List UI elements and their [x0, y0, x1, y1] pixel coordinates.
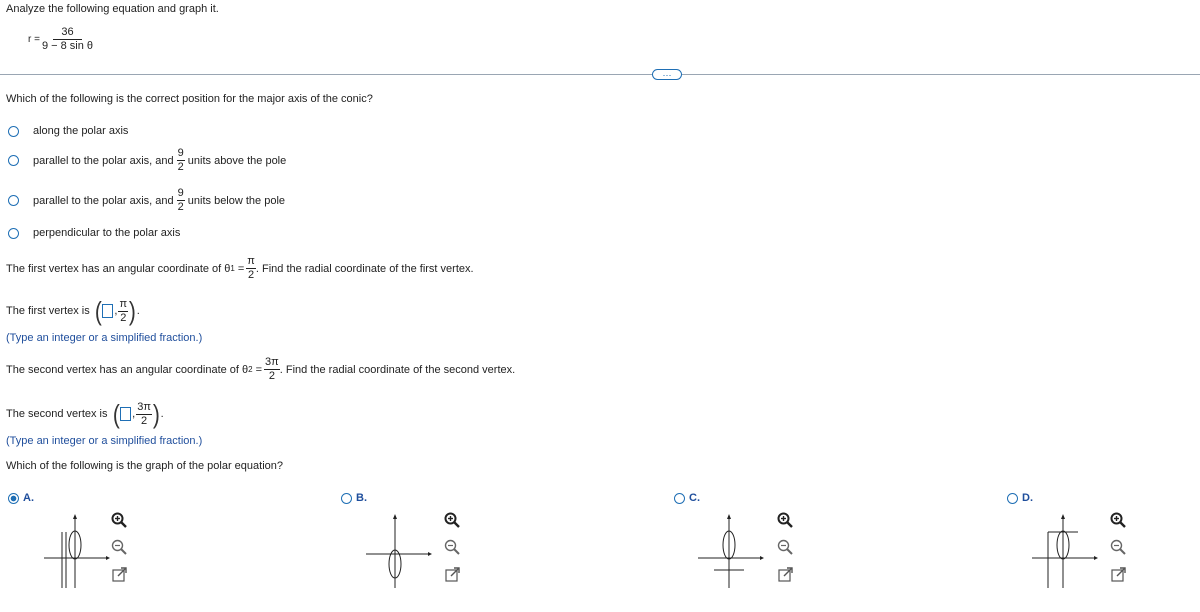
q2-answer-input[interactable]: [102, 304, 113, 318]
close-paren: ): [152, 399, 160, 429]
option-label-post: units above the pole: [187, 154, 287, 167]
q2-coordinate: [94, 298, 140, 324]
graph-choice-d[interactable]: [1007, 492, 1033, 504]
x-axis-arrow: [106, 556, 110, 560]
more-options-button[interactable]: ⋯: [652, 69, 682, 80]
choice-letter: C.: [689, 492, 700, 504]
zoom-in-icon[interactable]: [776, 511, 794, 529]
fraction-numerator: 3π: [265, 356, 279, 368]
q3-fraction: [264, 357, 280, 382]
q3-prompt-pre: The second vertex has an angular coordinate of θ: [6, 363, 249, 376]
fraction-denominator: 2: [177, 201, 184, 213]
radio-button[interactable]: [8, 126, 19, 137]
radio-button[interactable]: [8, 195, 19, 206]
graph-choice-c[interactable]: [674, 492, 700, 504]
open-new-window-icon[interactable]: [1109, 566, 1127, 584]
equation-fraction: [42, 27, 93, 52]
radio-button[interactable]: [1007, 493, 1018, 504]
choice-letter: A.: [23, 492, 34, 504]
x-axis-arrow: [428, 552, 432, 556]
q2-prompt-post: . Find the radial coordinate of the first vertex.: [255, 262, 474, 275]
q4-prompt: Which of the following is the graph of the polar equation?: [6, 460, 284, 472]
radio-button[interactable]: [8, 228, 19, 239]
radio-button[interactable]: [341, 493, 352, 504]
q2-prompt-pre: The first vertex has an angular coordinate of θ: [6, 262, 231, 275]
fraction-denominator: 2: [141, 414, 148, 427]
open-new-window-icon[interactable]: [110, 566, 128, 584]
q3-answer-fraction: [136, 402, 152, 427]
option-fraction: [177, 188, 185, 213]
q1-prompt: Which of the following is the correct position for the major axis of the conic?: [6, 93, 373, 105]
option-label: perpendicular to the polar axis: [33, 227, 181, 239]
q2-fraction: [246, 256, 256, 281]
fraction-numerator: 3π: [137, 400, 151, 413]
q1-option-4[interactable]: [8, 227, 180, 239]
q2-answer-label: The first vertex is: [6, 305, 90, 317]
zoom-out-icon[interactable]: [110, 538, 128, 556]
fraction-numerator: π: [119, 297, 128, 310]
fraction-numerator: 9: [177, 147, 184, 159]
q3-answer-row: [6, 401, 164, 427]
fraction-denominator: 2: [120, 311, 127, 324]
q1-option-1[interactable]: [8, 125, 128, 137]
q2-equals: =: [237, 262, 245, 275]
equation-lhs: r =: [28, 34, 40, 45]
q3-hint: (Type an integer or a simplified fraction.): [6, 435, 203, 447]
comma: ,: [132, 408, 136, 420]
q2-hint: (Type an integer or a simplified fraction.): [6, 332, 203, 344]
q3-answer-label: The second vertex is: [6, 408, 108, 420]
q2-subscript: 1: [230, 264, 235, 273]
q3-answer-input[interactable]: [120, 407, 131, 421]
zoom-out-icon[interactable]: [1109, 538, 1127, 556]
q3-coordinate: [112, 401, 164, 427]
open-new-window-icon[interactable]: [443, 566, 461, 584]
zoom-in-icon[interactable]: [110, 511, 128, 529]
graph-b-thumbnail[interactable]: [362, 512, 432, 590]
fraction-denominator: 2: [248, 269, 255, 281]
choice-letter: B.: [356, 492, 367, 504]
fraction-numerator: 9: [177, 187, 184, 199]
equation-numerator: 36: [53, 27, 81, 40]
graph-a-thumbnail[interactable]: [40, 512, 110, 590]
comma: ,: [114, 305, 118, 317]
open-new-window-icon[interactable]: [776, 566, 794, 584]
graph-choice-a[interactable]: [8, 492, 34, 504]
fraction-denominator: 2: [177, 161, 184, 173]
radio-button[interactable]: [674, 493, 685, 504]
q3-prompt: [6, 357, 515, 382]
option-label-pre: parallel to the polar axis, and: [33, 154, 174, 167]
y-axis-arrow: [73, 514, 77, 519]
zoom-out-icon[interactable]: [776, 538, 794, 556]
graph-d-thumbnail[interactable]: [1028, 512, 1098, 590]
period: .: [136, 305, 140, 317]
zoom-in-icon[interactable]: [443, 511, 461, 529]
x-axis-arrow: [760, 556, 764, 560]
q3-prompt-post: . Find the radial coordinate of the second vertex.: [279, 363, 516, 376]
y-axis-arrow: [1061, 514, 1065, 519]
radio-button[interactable]: [8, 155, 19, 166]
q1-option-3[interactable]: [8, 188, 285, 213]
zoom-in-icon[interactable]: [1109, 511, 1127, 529]
open-paren: (: [112, 399, 120, 429]
close-paren: ): [128, 296, 136, 326]
open-paren: (: [94, 296, 102, 326]
q2-answer-fraction: [118, 299, 128, 324]
graph-c-thumbnail[interactable]: [694, 512, 764, 590]
option-label-post: units below the pole: [187, 194, 286, 207]
equation-denominator: 9 − 8 sin θ: [41, 40, 94, 52]
y-axis-arrow: [727, 514, 731, 519]
option-label-pre: parallel to the polar axis, and: [33, 194, 174, 207]
q2-answer-row: [6, 298, 140, 324]
graph-choice-b[interactable]: [341, 492, 367, 504]
x-axis-arrow: [1094, 556, 1098, 560]
choice-letter: D.: [1022, 492, 1033, 504]
radio-button-selected[interactable]: [8, 493, 19, 504]
equation: [28, 27, 93, 52]
instruction-text: Analyze the following equation and graph it.: [6, 3, 219, 15]
q1-option-2[interactable]: [8, 148, 286, 173]
y-axis-arrow: [393, 514, 397, 519]
fraction-denominator: 2: [268, 370, 275, 382]
option-fraction: [177, 148, 185, 173]
fraction-numerator: π: [247, 255, 255, 267]
q2-prompt: [6, 256, 474, 281]
q3-equals: =: [255, 363, 263, 376]
zoom-out-icon[interactable]: [443, 538, 461, 556]
section-divider: [0, 74, 1200, 75]
period: .: [160, 408, 164, 420]
option-label: along the polar axis: [33, 125, 129, 137]
q3-subscript: 2: [248, 365, 253, 374]
